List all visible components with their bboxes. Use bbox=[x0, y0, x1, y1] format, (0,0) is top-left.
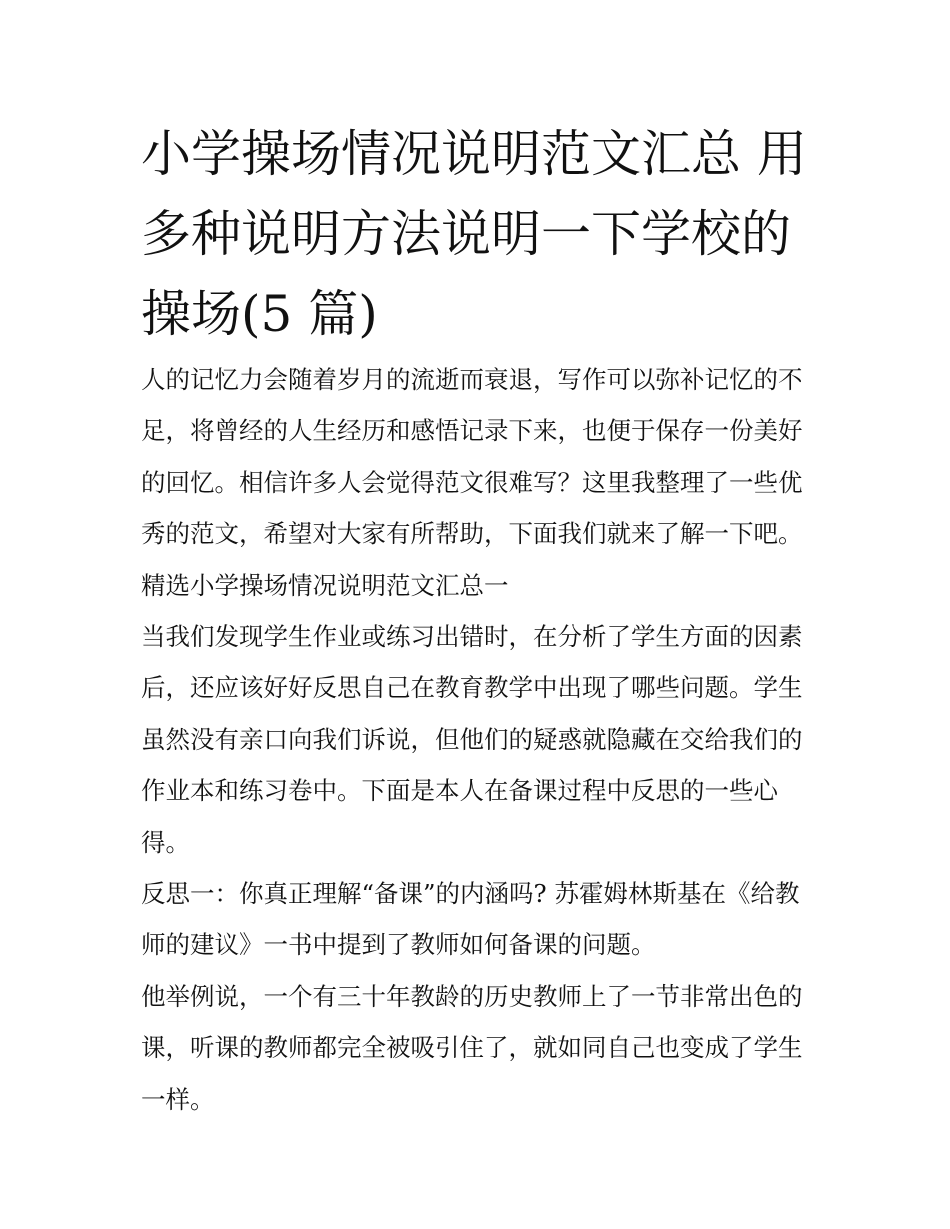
body-line: 得。 bbox=[141, 827, 190, 857]
body-line: 当我们发现学生作业或练习出错时，在分析了学生方面的因素 bbox=[141, 622, 803, 652]
title-line: 多种说明方法说明一下学校的 bbox=[141, 205, 791, 263]
body-line: 作业本和练习卷中。下面是本人在备课过程中反思的一些心 bbox=[141, 776, 778, 806]
section-heading: 精选小学操场情况说明范文汇总一 bbox=[141, 570, 509, 600]
title-line: 操场(5 篇) bbox=[141, 285, 378, 343]
body-line: 反思一：你真正理解“备课”的内涵吗? 苏霍姆林斯基在《给教 bbox=[141, 879, 800, 909]
body-line: 虽然没有亲口向我们诉说，但他们的疑惑就隐藏在交给我们的 bbox=[141, 724, 803, 754]
body-line: 的回忆。相信许多人会觉得范文很难写？这里我整理了一些优 bbox=[141, 467, 803, 497]
body-line: 一样。 bbox=[141, 1084, 215, 1114]
body-line: 足，将曾经的人生经历和感悟记录下来，也便于保存一份美好 bbox=[141, 416, 803, 446]
body-line: 他举例说，一个有三十年教龄的历史教师上了一节非常出色的 bbox=[141, 981, 803, 1011]
document-title bbox=[141, 114, 821, 354]
document-body bbox=[141, 354, 816, 1125]
title-line: 小学操场情况说明范文汇总 用 bbox=[141, 125, 807, 183]
body-line: 课，听课的教师都完全被吸引住了，就如同自己也变成了学生 bbox=[141, 1033, 803, 1063]
body-line: 师的建议》一书中提到了教师如何备课的问题。 bbox=[141, 930, 656, 960]
body-line: 人的记忆力会随着岁月的流逝而衰退，写作可以弥补记忆的不 bbox=[141, 365, 803, 394]
body-line: 后，还应该好好反思自己在教育教学中出现了哪些问题。学生 bbox=[141, 673, 803, 703]
body-line: 秀的范文，希望对大家有所帮助，下面我们就来了解一下吧。 bbox=[141, 519, 803, 549]
